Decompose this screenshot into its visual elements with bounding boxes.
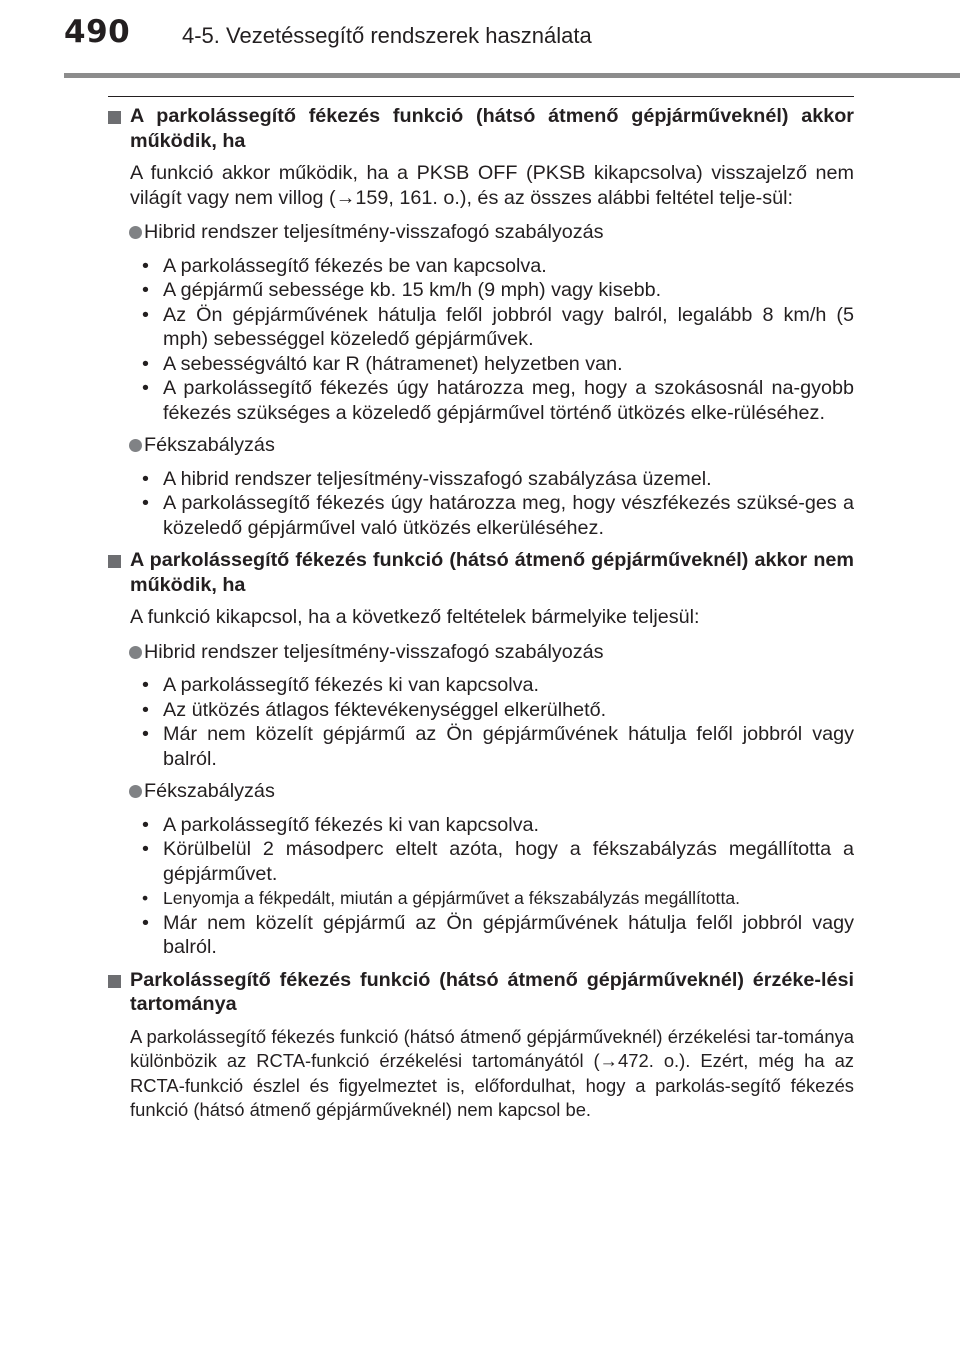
group-heading <box>108 433 854 458</box>
section-heading-text: A parkolássegítő fékezés funkció (hátsó átmenő gépjárműveknél) akkor működik, ha <box>130 105 854 152</box>
group-heading-text: Fékszabályzás <box>144 434 275 456</box>
section-intro: A parkolássegítő fékezés funkció (hátsó átmenő gépjárműveknél) érzékelési tar-tománya különbözik az RCTA-funkció érzékelési tartományától (→472. o.). Ezért, még ha az RCTA-funkció észlel és figyelmeztet is, előfordulhat, hogy a parkolás-segítő fékezés funkció (hátsó átmenő gépjárműveknél) nem kapcsol be. <box>130 1025 854 1120</box>
section-intro: A funkció akkor működik, ha a PKSB OFF (PKSB kikapcsolva) visszajelző nem világít vagy nem villog (→159, 161. o.), és az összes alábbi feltétel telje-sül: <box>130 162 854 209</box>
section-detection-range <box>108 968 854 1123</box>
circle-bullet-icon <box>129 785 142 798</box>
section-heading-text: A parkolássegítő fékezés funkció (hátsó átmenő gépjárműveknél) akkor nem működik, ha <box>130 549 854 596</box>
bullet-icon: • <box>142 888 149 908</box>
section-operates-when <box>108 104 854 540</box>
group-heading <box>108 779 854 804</box>
bullet-icon: • <box>142 303 149 326</box>
bullet-icon: • <box>142 813 149 836</box>
content-top-rule <box>108 96 854 97</box>
group-heading-text: Hibrid rendszer teljesítmény-visszafogó szabályozás <box>144 640 604 663</box>
section-heading <box>108 968 854 1017</box>
group-heading-text: Fékszabályzás <box>144 780 275 802</box>
bullet-icon: • <box>142 377 149 399</box>
circle-bullet-icon <box>129 439 142 452</box>
section-heading <box>108 104 854 153</box>
section-intro: A funkció kikapcsol, ha a következő feltételek bármelyike teljesül: <box>130 606 700 628</box>
bullet-icon: • <box>142 254 149 277</box>
bullet-icon: • <box>142 467 149 490</box>
square-bullet-icon <box>108 111 121 124</box>
bullet-icon: • <box>142 674 149 696</box>
circle-bullet-icon <box>129 226 142 239</box>
condition-list <box>108 813 854 960</box>
list-item: • A parkolássegítő fékezés úgy határozza meg, hogy vészfékezés szüksé-ges a közeledő gépjárművel való ütközés elkerüléséhez. <box>142 492 854 539</box>
bullet-icon: • <box>142 492 149 514</box>
section-not-operating-when <box>108 548 854 960</box>
list-item: • Az Ön gépjárművének hátulja felől jobbról vagy balról, legalább 8 km/h (5 mph) sebességgel közeledő gépjárművek. <box>142 303 854 350</box>
square-bullet-icon <box>108 555 121 568</box>
list-item: • A parkolássegítő fékezés úgy határozza meg, hogy a szokásosnál na-gyobb fékezés szükséges a közeledő gépjárművel történő ütközés elke-rüléséhez. <box>142 377 854 424</box>
list-item: • Lenyomja a fékpedált, miután a gépjárművet a fékszabályzás megállította. <box>108 886 854 911</box>
section-heading-text: Parkolássegítő fékezés funkció (hátsó átmenő gépjárműveknél) érzéke-lési tartománya <box>130 968 854 1015</box>
list-item: • Már nem közelít gépjármű az Ön gépjárművének hátulja felől jobbról vagy balról. <box>142 723 854 770</box>
condition-list <box>108 254 854 426</box>
list-item: • A parkolássegítő fékezés ki van kapcsolva. <box>142 674 540 696</box>
list-item: • A parkolássegítő fékezés be van kapcsolva. <box>142 254 547 277</box>
condition-list <box>108 673 854 771</box>
page-number: 490 <box>64 14 131 50</box>
group-heading <box>108 220 854 245</box>
bullet-icon: • <box>142 279 149 301</box>
group-heading-text: Hibrid rendszer teljesítmény-visszafogó szabályozás <box>144 221 604 243</box>
section-heading <box>108 548 854 597</box>
list-item: • A hibrid rendszer teljesítmény-visszafogó szabályzása üzemel. <box>142 467 712 490</box>
bullet-icon: • <box>142 838 149 860</box>
list-item: • Körülbelül 2 másodperc eltelt azóta, hogy a fékszabályzás megállította a gépjárművet. <box>142 838 854 885</box>
list-item: • A sebességváltó kar R (hátramenet) helyzetben van. <box>142 352 623 375</box>
circle-bullet-icon <box>129 646 142 659</box>
bullet-icon: • <box>142 352 149 375</box>
page-header <box>0 0 960 78</box>
list-item: • Az ütközés átlagos féktevékenységgel elkerülhető. <box>142 698 607 721</box>
square-bullet-icon <box>108 975 121 988</box>
header-rule <box>64 73 960 78</box>
list-item: • A gépjármű sebessége kb. 15 km/h (9 mph) vagy kisebb. <box>142 279 662 301</box>
condition-list <box>108 467 854 541</box>
chapter-title: 4-5. Vezetéssegítő rendszerek használata <box>182 23 592 48</box>
bullet-icon: • <box>142 723 149 745</box>
list-item: • Már nem közelít gépjármű az Ön gépjárművének hátulja felől jobbról vagy balról. <box>142 911 854 958</box>
group-heading <box>108 640 854 665</box>
list-item: • A parkolássegítő fékezés ki van kapcsolva. <box>142 813 540 836</box>
bullet-icon: • <box>142 911 149 934</box>
bullet-icon: • <box>142 698 149 721</box>
page-content <box>108 104 854 1133</box>
